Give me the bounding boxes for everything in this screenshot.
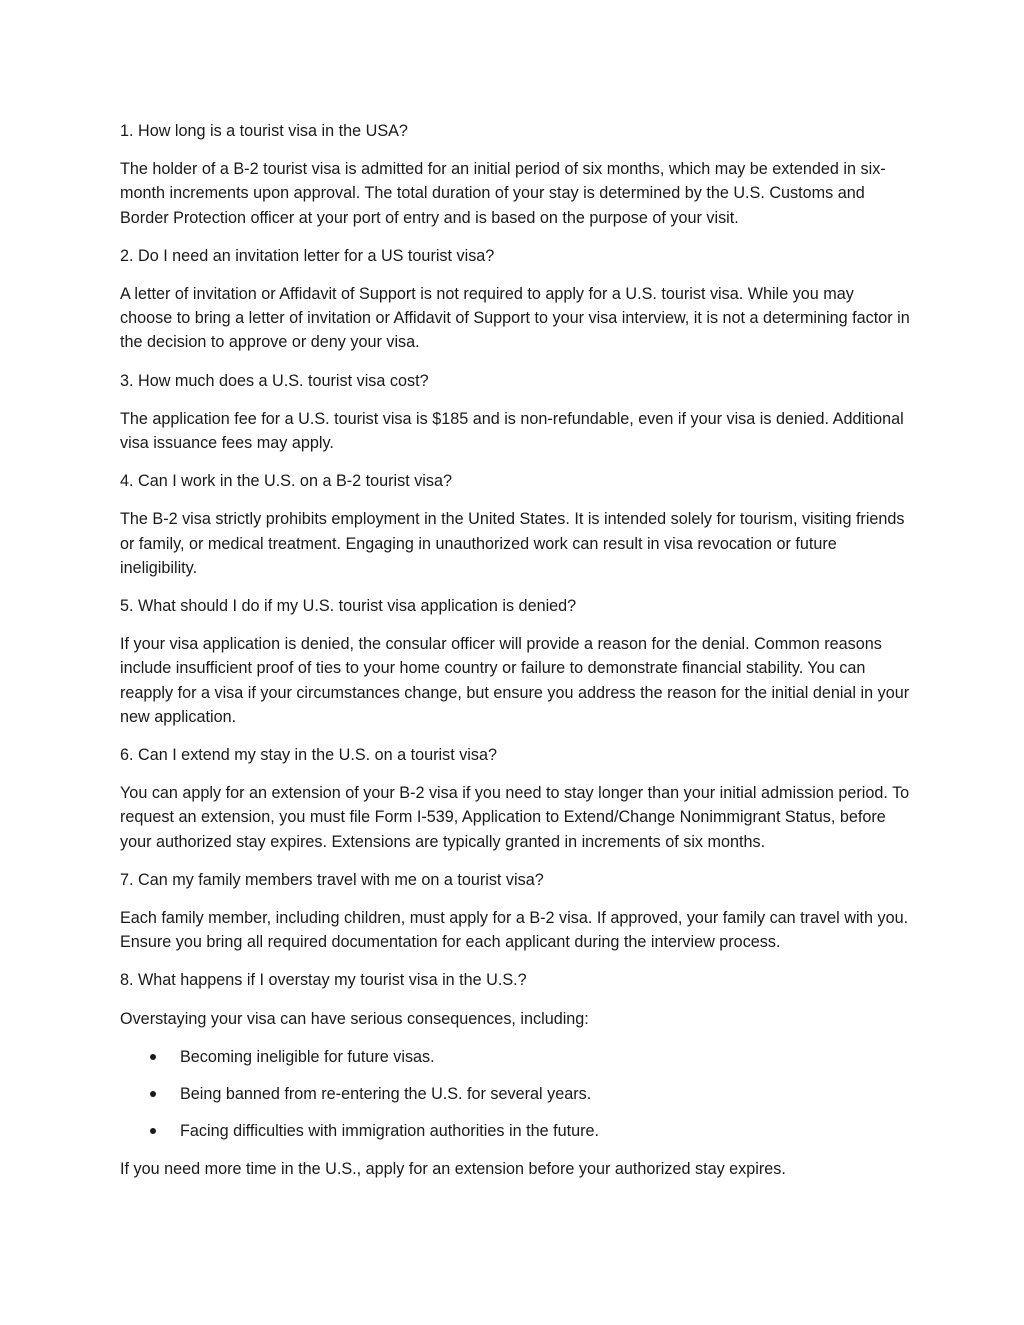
faq-question-1: 1. How long is a tourist visa in the USA? xyxy=(120,122,408,140)
faq-question-8: 8. What happens if I overstay my tourist visa in the U.S.? xyxy=(120,971,527,990)
document-page xyxy=(120,119,910,1195)
bullet-icon xyxy=(150,1054,156,1060)
list-item xyxy=(120,1119,910,1143)
faq-answer-4: The B-2 visa strictly prohibits employment in the United States. It is intended solely for tourism, visiting friends or family, or medical treatment. Engaging in unauthorized work can result in visa revocation or future ineligibility. xyxy=(120,510,905,577)
faq-answer-6: You can apply for an extension of your B-2 visa if you need to stay longer than your initial admission period. To request an extension, you must file Form I-539, Application to Extend/Change Nonimmigrant Status, before your authorized stay expires. Extensions are typically granted in increments of six months. xyxy=(120,784,910,851)
faq-answer-3: The application fee for a U.S. tourist visa is $185 and is non-refundable, even if your visa is denied. Additional visa issuance fees may apply. xyxy=(120,409,904,453)
list-item-text: Facing difficulties with immigration authorities in the future. xyxy=(180,1122,599,1141)
faq-question-2: 2. Do I need an invitation letter for a US tourist visa? xyxy=(120,246,495,265)
faq-question-5: 5. What should I do if my U.S. tourist visa application is denied? xyxy=(120,597,577,616)
faq-question-3: 3. How much does a U.S. tourist visa cost? xyxy=(120,371,429,390)
faq-question-6: 6. Can I extend my stay in the U.S. on a tourist visa? xyxy=(120,746,497,765)
list-item xyxy=(120,1045,910,1069)
faq-answer-1: The holder of a B-2 tourist visa is admitted for an initial period of six months, which may be extended in six-month increments upon approval. The total duration of your stay is determined by the U.S. Customs and Border Protection officer at your port of entry and is based on the purpose of your visit. xyxy=(120,160,886,227)
faq-question-7: 7. Can my family members travel with me on a tourist visa? xyxy=(120,870,544,889)
list-item xyxy=(120,1082,910,1106)
faq-answer-7: Each family member, including children, must apply for a B-2 visa. If approved, your family can travel with you. Ensure you bring all required documentation for each applicant during the interview process. xyxy=(120,909,909,952)
bullet-icon xyxy=(150,1091,156,1097)
faq-answer-8-intro: Overstaying your visa can have serious consequences, including: xyxy=(120,1009,589,1028)
bullet-icon xyxy=(150,1128,156,1134)
list-item-text: Being banned from re-entering the U.S. for several years. xyxy=(180,1085,592,1104)
consequences-list xyxy=(120,1045,910,1144)
faq-answer-8-closing: If you need more time in the U.S., apply for an extension before your authorized stay expires. xyxy=(120,1159,786,1178)
list-item-text: Becoming ineligible for future visas. xyxy=(180,1047,435,1066)
faq-question-4: 4. Can I work in the U.S. on a B-2 tourist visa? xyxy=(120,472,452,491)
faq-answer-2: A letter of invitation or Affidavit of Support is not required to apply for a U.S. tourist visa. While you may choose to bring a letter of invitation or Affidavit of Support to your visa interview, it is not a determining factor in the decision to approve or deny your visa. xyxy=(120,285,910,352)
faq-answer-5: If your visa application is denied, the consular officer will provide a reason for the denial. Common reasons include insufficient proof of ties to your home country or failure to demonstrate financial stability. You can reapply for a visa if your circumstances change, but ensure you address the reason for the initial denial in your new application. xyxy=(120,635,910,726)
